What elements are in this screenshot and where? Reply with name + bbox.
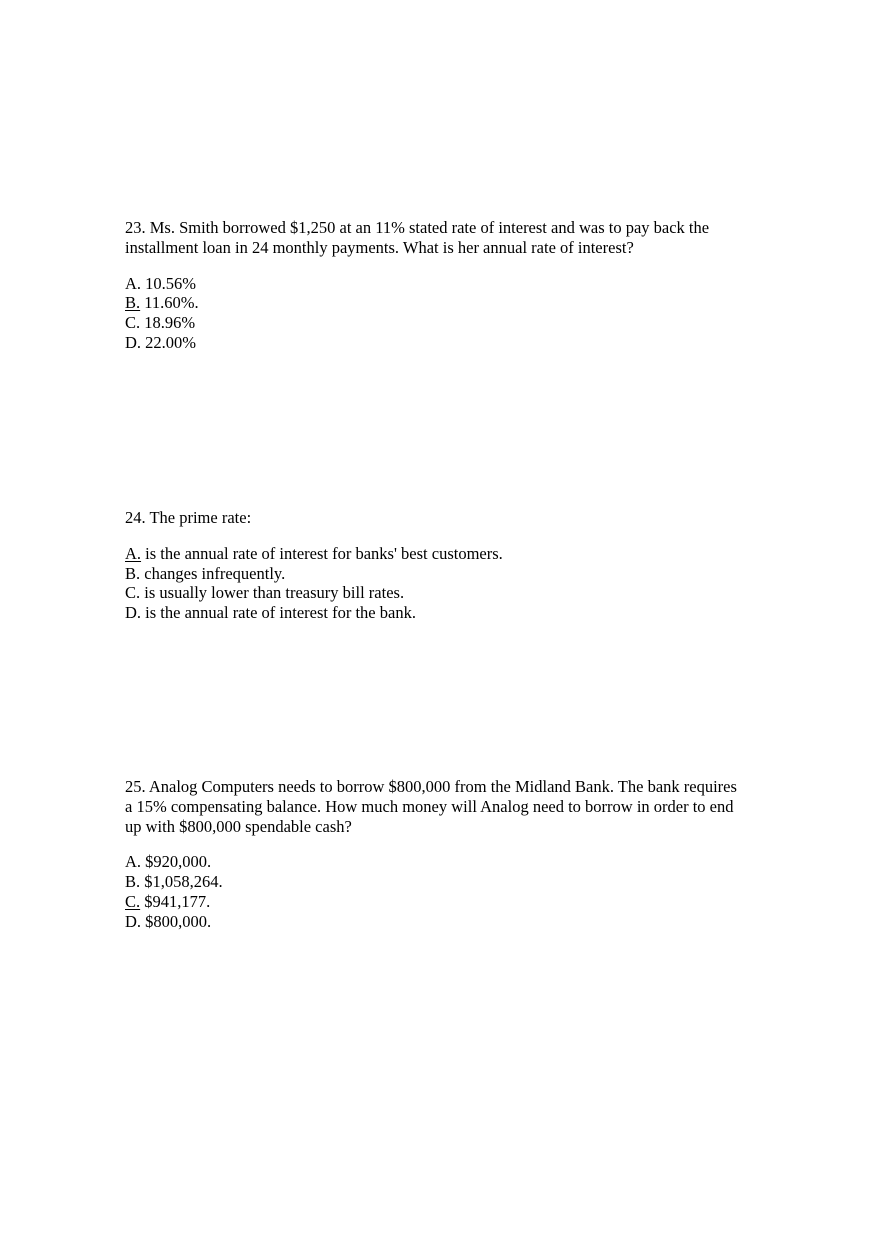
question-24-option-a [125,544,775,564]
question-24 [125,508,775,623]
question-25-option-a [125,852,775,872]
option-text: $920,000. [145,852,212,872]
option-text: $941,177. [144,891,211,911]
question-25-option-b [125,872,775,892]
question-23-option-a [125,274,775,294]
option-letter: B. [125,872,141,892]
question-23-option-b [125,293,775,313]
option-letter: B. [125,563,141,583]
question-24-option-d [125,603,775,623]
question-23-options [125,274,775,353]
question-25-options [125,852,775,931]
option-text: changes infrequently. [144,563,286,583]
option-text: is usually lower than treasury bill rates. [144,583,405,603]
option-text: $800,000. [145,911,212,931]
question-23-stem: 23. Ms. Smith borrowed $1,250 at an 11% stated rate of interest and was to pay back the installment loan in 24 monthly payments. What is her annual rate of interest? [125,218,710,257]
option-letter: A. [125,273,142,293]
question-25-option-d [125,912,775,932]
option-text: is the annual rate of interest for the bank. [145,603,416,623]
option-letter: A. [125,852,142,872]
question-24-option-c [125,583,775,603]
option-text: 11.60%. [144,293,199,313]
question-23-option-c [125,313,775,333]
option-letter: C. [125,313,141,333]
question-25-stem: 25. Analog Computers needs to borrow $800,000 from the Midland Bank. The bank requires a 15% compensating balance. How much money will Analog need to borrow in order to end up with $800,000 spendable cash? [125,777,737,836]
option-text: is the annual rate of interest for banks' best customers. [145,543,503,563]
question-25-option-c [125,892,775,912]
question-23 [125,218,775,353]
option-text: 18.96% [144,313,196,333]
question-24-option-b [125,564,775,584]
option-letter: D. [125,911,142,931]
option-letter: C. [125,583,141,603]
option-text: 22.00% [145,332,197,352]
question-23-option-d [125,333,775,353]
option-text: $1,058,264. [144,872,223,892]
question-24-stem: 24. The prime rate: [125,508,252,527]
option-letter: D. [125,603,142,623]
option-text: 10.56% [145,273,197,293]
option-letter: D. [125,332,142,352]
question-24-options [125,544,775,623]
option-letter-marked: A. [125,543,142,563]
option-letter-marked: C. [125,891,141,911]
option-letter-marked: B. [125,293,141,313]
question-25 [125,777,775,932]
